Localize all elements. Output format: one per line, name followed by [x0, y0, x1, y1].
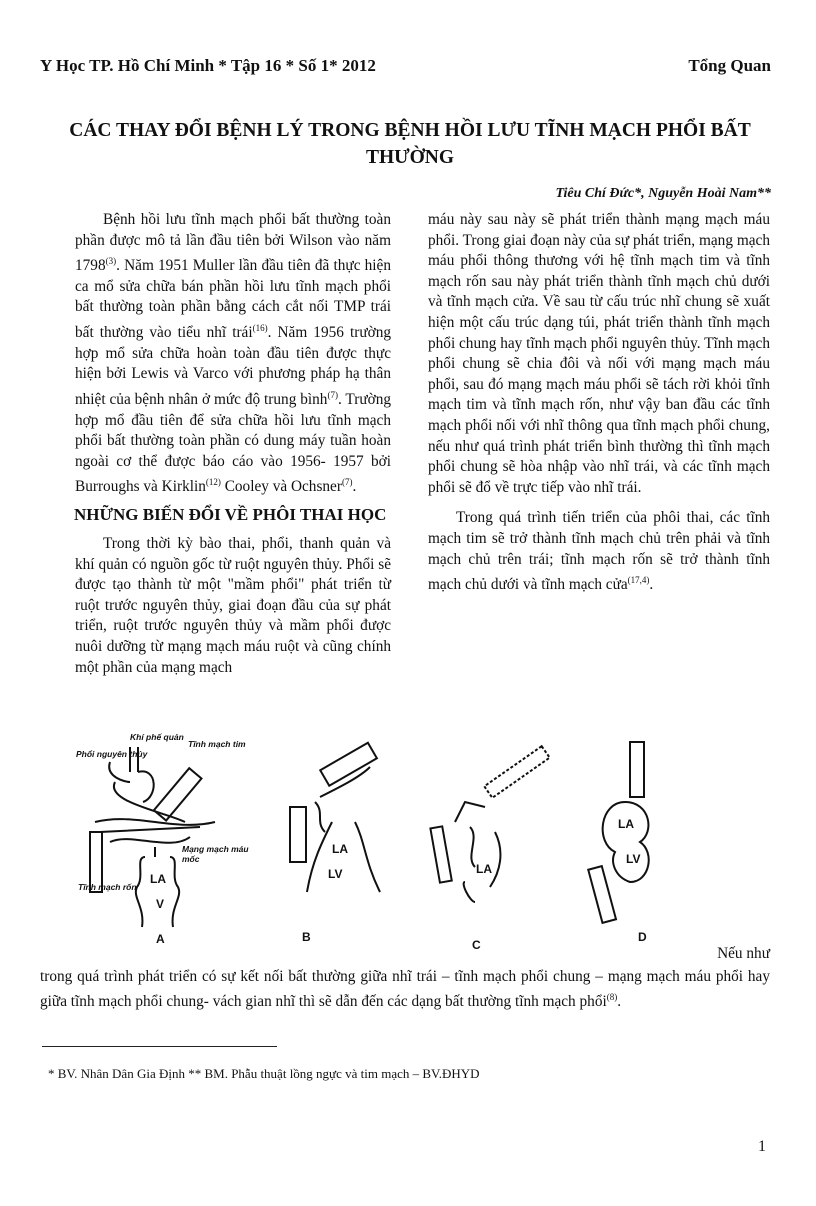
panel-c-label: C — [472, 938, 481, 952]
section-heading: NHỮNG BIẾN ĐỔI VỀ PHÔI THAI HỌC — [74, 505, 387, 525]
panel-d-label: D — [638, 930, 647, 944]
cardinal-vein-label: Tĩnh mạch tim — [188, 739, 246, 749]
panel-b-label: B — [302, 930, 311, 944]
intro-paragraph: Bệnh hồi lưu tĩnh mạch phổi bất thường toàn phần được mô tả lần đầu tiên bởi Wilson vào năm 1798$^{(3)}$. Năm 1951 Muller lần đầu tiên đã thực hiện ca mổ sửa chữa bán phần hồi lưu tĩnh mạch phổi bất thường toàn phần bằng cách cắt nối TMP trái bất thường vào tiểu nhĩ trái$^{(16)}$. Năm 1956 trường hợp mổ sửa chữa hoàn toàn đầu tiên được thực hiện bởi Lewis và Varco với phương pháp hạ thân nhiệt của bệnh nhân ở mức độ trung bình$^{(7)}$. Trường hợp mổ đầu tiên để sửa chữa hồi lưu tĩnh mạch phổi bất thường toàn phần có dung máy tuần hoàn ngoài cơ thể được báo cáo vào 1956- 1957 bởi Burroughs và Kirklin$^{(12)}$ Cooley và Ochsner$^{(7)}$. — [75, 211, 391, 496]
closing-paragraph: trong quá trình phát triển có sự kết nối bất thường giữa nhĩ trái – tĩnh mạch phổi chung – mạng mạch máu phổi hay giữa tĩnh mạch phổi chung- vách gian nhĩ thì sẽ dẫn đến các dạng bất thường tĩnh mạch phổi$^{(8)}$. — [40, 968, 770, 1011]
lv-label-d: LV — [626, 852, 641, 866]
article-title: CÁC THAY ĐỔI BỆNH LÝ TRONG BỆNH HỒI LƯU TĨNH MẠCH PHỔI BẤT THƯỜNG — [69, 120, 751, 168]
authors: Tiêu Chí Đức*, Nguyễn Hoài Nam** — [555, 186, 771, 201]
affiliation-footnote: * BV. Nhân Dân Gia Định ** BM. Phẫu thuật lồng ngực và tim mạch – BV.ĐHYD — [48, 1066, 480, 1081]
page-number: 1 — [758, 1138, 766, 1155]
development-paragraph: Trong quá trình tiến triển của phôi thai, các tĩnh mạch tim sẽ trở thành tĩnh mạch chủ trên phải và tĩnh mạch chủ trên trái; tĩnh mạch rốn sẽ trở thành tĩnh mạch chủ dưới và tĩnh mạch cửa$^{(17,4)}$. — [428, 509, 770, 594]
panel-a-label: A — [156, 932, 165, 946]
figure-drawing — [70, 722, 690, 952]
section-header: Tổng Quan — [688, 56, 771, 75]
embryology-paragraph: Trong thời kỳ bào thai, phổi, thanh quản và khí quản có nguồn gốc từ ruột nguyên thủy. Phổi sẽ được tạo thành từ một "mầm phổi" phát triển từ ruột trước nguyên thủy, giai đoạn đầu của sự phát triển, ruột trước nguyên thủy và mầm phổi được nuôi dưỡng từ mạng mạch máu ruột và cũng chính một phần của mạng mạch — [75, 535, 391, 676]
embryology-figure — [70, 722, 690, 952]
primitive-lung-label: Phổi nguyên thủy — [76, 749, 148, 759]
la-label-a: LA — [150, 872, 166, 886]
umbilical-vein-label: Tĩnh mạch rốn — [78, 882, 137, 892]
paragraph-lead: Nếu như — [717, 945, 770, 962]
left-column — [75, 210, 391, 678]
right-column — [428, 210, 770, 596]
journal-header: Y Học TP. Hồ Chí Minh * Tập 16 * Số 1* 2012 — [40, 56, 376, 75]
continued-paragraph: máu này sau này sẽ phát triển thành mạng mạch máu phổi. Trong giai đoạn này của sự phát triển, mạng mạch máu phổi thông thương với hệ tĩnh mạch tim và tĩnh mạch rốn sau này phát triển thành tĩnh mạch chủ dưới và tĩnh mạch cửa. Về sau từ cấu trúc nhĩ chung sẽ xuất hiện một cấu trúc dạng túi, phát triển thành tĩnh mạch phổi chung hay tĩnh mạch phổi nguyên thủy. Tĩnh mạch phổi chung sẽ chia đôi và nối với mạng mạch máu phổi, sau đó mạng mạch máu phổi sẽ tách rời khỏi tĩnh mạch tim và tĩnh mạch rốn, như vậy ban đầu các tĩnh mạch phổi nối với nhĩ thông qua tĩnh mạch phổi chung, nếu như quá trình phát triển bình thường thì tĩnh mạch phổi chung sẽ hòa nhập vào nhĩ trái, và các tĩnh mạch phổi sẽ đổ về trực tiếp vào nhĩ trái. — [428, 211, 770, 496]
panel-d-drawing — [588, 742, 648, 923]
plexus-label: Mạng mạch máu mốc — [182, 844, 249, 864]
lv-label-b: LV — [328, 867, 343, 881]
v-label-a: V — [156, 897, 165, 911]
panel-c-drawing — [430, 746, 549, 902]
la-label-c: LA — [476, 862, 492, 876]
panel-a-drawing — [90, 747, 215, 927]
bronchus-label: Khí phế quản — [130, 732, 184, 742]
la-label-b: LA — [332, 842, 348, 856]
footnote-divider — [42, 1046, 277, 1047]
la-label-d: LA — [618, 817, 634, 831]
